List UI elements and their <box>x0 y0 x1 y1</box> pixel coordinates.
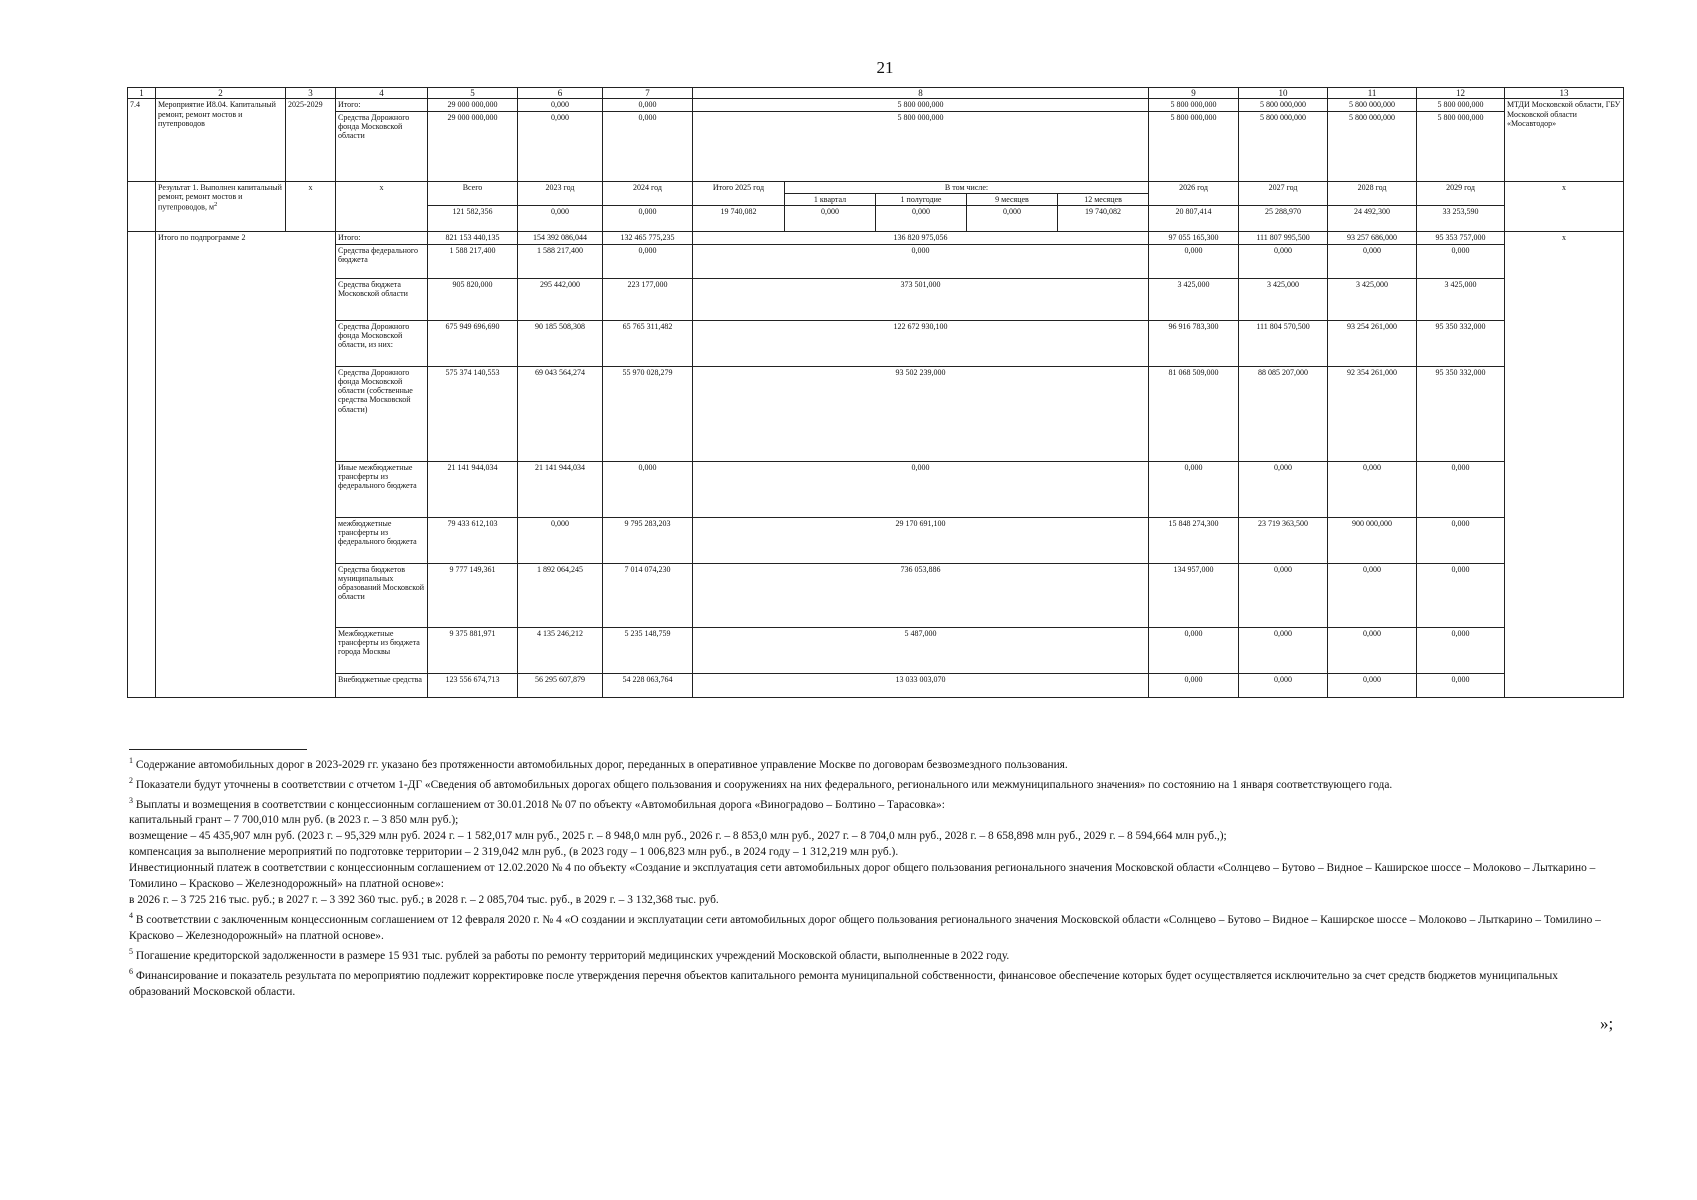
activity-period: 2025-2029 <box>286 99 336 181</box>
footnote-mark: 1 <box>129 756 133 765</box>
value-2023: 0,000 <box>518 111 603 181</box>
value-y2027: 88 085 207,000 <box>1239 366 1328 461</box>
subtotal-row <box>128 231 1624 244</box>
value-2023: 0,000 <box>518 205 603 231</box>
value-y2029: 3 425,000 <box>1417 278 1505 320</box>
value-2026: 5 800 000,000 <box>1149 111 1239 181</box>
value-2025: 373 501,000 <box>693 278 1149 320</box>
subtotal-row <box>128 278 1624 320</box>
value-2026: 20 807,414 <box>1149 205 1239 231</box>
value-2029: 5 800 000,000 <box>1417 111 1505 181</box>
value-y2029: 95 350 332,000 <box>1417 320 1505 366</box>
value-y2024: 55 970 028,279 <box>603 366 693 461</box>
value-2028: 24 492,300 <box>1328 205 1417 231</box>
col-number: 6 <box>518 88 603 99</box>
value-total: 905 820,000 <box>428 278 518 320</box>
value-2026: 5 800 000,000 <box>1149 99 1239 111</box>
footnote-mark: 6 <box>129 966 133 976</box>
header-2023: 2023 год <box>518 181 603 205</box>
value-y2029: 0,000 <box>1417 517 1505 563</box>
value-y2027: 111 807 995,500 <box>1239 231 1328 244</box>
end-mark: »; <box>1600 1014 1614 1033</box>
value-y2023: 154 392 086,044 <box>518 231 603 244</box>
subtotal-name: Итого по подпрограмме 2 <box>156 231 336 697</box>
value-y2026: 0,000 <box>1149 627 1239 673</box>
value-q1: 0,000 <box>785 205 876 231</box>
value-y2028: 0,000 <box>1328 563 1417 627</box>
header-total: Всего <box>428 181 518 205</box>
header-2027: 2027 год <box>1239 181 1328 205</box>
value-y2028: 92 354 261,000 <box>1328 366 1417 461</box>
subtotal-row <box>128 673 1624 697</box>
value-2025: 0,000 <box>693 244 1149 278</box>
header-2025: Итого 2025 год <box>693 181 785 205</box>
footnote-mark: 2 <box>129 775 133 785</box>
footnote-text: Финансирование и показатель результата по мероприятию подлежит корректировке после утверждения перечня объектов капитального ремонта муниципальной собственности, финансовое обеспечение которых будет осуществляется исключительно за счет средств бюджетов муниципальных образований Московской области. <box>129 969 1558 998</box>
source-label: Межбюджетные трансферты из бюджета города Москвы <box>336 627 428 673</box>
column-number-row <box>128 88 1624 99</box>
footnote-text: Погашение кредиторской задолженности в размере 15 931 тыс. рублей за работы по ремонту территорий медицинских учреждений Московской области, выполненные в 2022 году. <box>135 949 1010 962</box>
subtotal-row <box>128 627 1624 673</box>
value-y2026: 96 916 783,300 <box>1149 320 1239 366</box>
footnote-mark: 3 <box>129 795 133 805</box>
footnote <box>129 908 1619 944</box>
value-2025: 19 740,082 <box>693 205 785 231</box>
value-y2027: 0,000 <box>1239 627 1328 673</box>
header-2029: 2029 год <box>1417 181 1505 205</box>
value-y2029: 95 353 757,000 <box>1417 231 1505 244</box>
col-number: 1 <box>128 88 156 99</box>
col-number: 4 <box>336 88 428 99</box>
value-y2028: 93 254 261,000 <box>1328 320 1417 366</box>
value-y2027: 0,000 <box>1239 244 1328 278</box>
value-y2027: 111 804 570,500 <box>1239 320 1328 366</box>
value-2025: 736 053,886 <box>693 563 1149 627</box>
value-2024: 0,000 <box>603 111 693 181</box>
header-2026: 2026 год <box>1149 181 1239 205</box>
subtotal-row <box>128 517 1624 563</box>
col-number: 8 <box>693 88 1149 99</box>
value-y2023: 0,000 <box>518 517 603 563</box>
value-y2029: 95 350 332,000 <box>1417 366 1505 461</box>
financing-table <box>127 87 1624 698</box>
value-y2023: 4 135 246,212 <box>518 627 603 673</box>
value-2025: 5 800 000,000 <box>693 99 1149 111</box>
value-y2024: 7 014 074,230 <box>603 563 693 627</box>
footnotes <box>129 753 1619 1000</box>
source-label: Средства бюджета Московской области <box>336 278 428 320</box>
value-2025: 136 820 975,056 <box>693 231 1149 244</box>
value-y2024: 9 795 283,203 <box>603 517 693 563</box>
header-including: В том числе: <box>785 181 1149 193</box>
value-12m: 19 740,082 <box>1058 205 1149 231</box>
value-y2029: 0,000 <box>1417 673 1505 697</box>
value-y2026: 15 848 274,300 <box>1149 517 1239 563</box>
value-y2023: 295 442,000 <box>518 278 603 320</box>
footnote-divider <box>129 749 307 750</box>
value-y2027: 0,000 <box>1239 461 1328 517</box>
value-y2023: 21 141 944,034 <box>518 461 603 517</box>
footnote-mark: 4 <box>129 911 133 921</box>
value-y2027: 0,000 <box>1239 563 1328 627</box>
executor: МТДИ Московской области, ГБУ Московской области «Мосавтодор» <box>1505 99 1624 181</box>
result-x: x <box>286 181 336 231</box>
footnote-text: возмещение – 45 435,907 млн руб. (2023 г. – 95,329 млн руб. 2024 г. – 1 582,017 млн руб., 2025 г. – 8 948,0 млн руб., 2026 г. – 8 853,0 млн руб., 2027 г. – 8 704,0 млн руб., 2028 г. – 8 658,898 млн руб., 2029 г. – 8 594,664 млн руб.,); <box>129 830 1227 843</box>
activity-name: Мероприятие И8.04. Капитальный ремонт, ремонт мостов и путепроводов <box>156 99 286 181</box>
result-footnote-mark: 2 <box>214 200 218 208</box>
col-number: 7 <box>603 88 693 99</box>
footnote <box>129 964 1619 1000</box>
value-total: 1 588 217,400 <box>428 244 518 278</box>
value-y2023: 90 185 508,308 <box>518 320 603 366</box>
source-label: Итого: <box>336 99 428 111</box>
value-y2024: 65 765 311,482 <box>603 320 693 366</box>
value-y2028: 3 425,000 <box>1328 278 1417 320</box>
value-total: 29 000 000,000 <box>428 99 518 111</box>
footnote-text: Показатели будут уточнены в соответствии с отчетом 1-ДГ «Сведения об автомобильных дорогах общего пользования и сооружениях на них федерального, регионального или межмуниципального значения» по состоянию на 1 января соответствующего года. <box>135 778 1393 791</box>
value-2025: 0,000 <box>693 461 1149 517</box>
value-y2028: 0,000 <box>1328 627 1417 673</box>
footnote <box>129 793 1619 813</box>
footnote-text: Содержание автомобильных дорог в 2023-2029 гг. указано без протяженности автомобильных дорог, переданных в оперативное управление Москве по договорам безвозмездного пользования. <box>135 758 1068 771</box>
source-label: Средства федерального бюджета <box>336 244 428 278</box>
value-y2024: 5 235 148,759 <box>603 627 693 673</box>
activity-number: 7.4 <box>128 99 156 181</box>
value-y2026: 0,000 <box>1149 244 1239 278</box>
value-y2026: 97 055 165,300 <box>1149 231 1239 244</box>
footnote <box>129 753 1619 773</box>
value-total: 9 777 149,361 <box>428 563 518 627</box>
page-number: 21 <box>876 58 894 77</box>
footnote-text: в 2026 г. – 3 725 216 тыс. руб.; в 2027 г. – 3 392 360 тыс. руб.; в 2028 г. – 2 085,704 тыс. руб., в 2029 г. – 3 132,368 тыс. руб. <box>129 894 719 907</box>
value-y2026: 3 425,000 <box>1149 278 1239 320</box>
value-y2024: 0,000 <box>603 244 693 278</box>
col-number: 13 <box>1505 88 1624 99</box>
header-h1: 1 полугодие <box>876 193 967 205</box>
col-number: 10 <box>1239 88 1328 99</box>
value-y2024: 223 177,000 <box>603 278 693 320</box>
footnote <box>129 773 1619 793</box>
value-y2029: 0,000 <box>1417 627 1505 673</box>
value-2025: 5 487,000 <box>693 627 1149 673</box>
footnote-text: Инвестиционный платеж в соответствии с концессионным соглашением от 12.02.2020 № 4 по объекту «Создание и эксплуатация сети автомобильных дорог общего пользования регионального значения Московской области «Солнцево – Бутово – Видное – Каширское шоссе – Молоково – Лыткарино – Томилино – Красково – Железнодорожный» на платной основе»: <box>129 862 1596 891</box>
value-y2026: 134 957,000 <box>1149 563 1239 627</box>
value-h1: 0,000 <box>876 205 967 231</box>
header-12m: 12 месяцев <box>1058 193 1149 205</box>
value-total: 9 375 881,971 <box>428 627 518 673</box>
value-y2024: 132 465 775,235 <box>603 231 693 244</box>
value-total: 79 433 612,103 <box>428 517 518 563</box>
value-y2027: 23 719 363,500 <box>1239 517 1328 563</box>
footnote <box>129 944 1619 964</box>
subtotal-row <box>128 461 1624 517</box>
value-y2029: 0,000 <box>1417 244 1505 278</box>
value-2025: 29 170 691,100 <box>693 517 1149 563</box>
value-y2023: 1 588 217,400 <box>518 244 603 278</box>
subtotal-row <box>128 244 1624 278</box>
header-q1: 1 квартал <box>785 193 876 205</box>
value-total: 675 949 696,690 <box>428 320 518 366</box>
value-y2024: 0,000 <box>603 461 693 517</box>
value-y2026: 0,000 <box>1149 673 1239 697</box>
source-label: Внебюджетные средства <box>336 673 428 697</box>
value-y2027: 0,000 <box>1239 673 1328 697</box>
col-number: 2 <box>156 88 286 99</box>
source-label: межбюджетные трансферты из федерального бюджета <box>336 517 428 563</box>
value-2028: 5 800 000,000 <box>1328 111 1417 181</box>
value-y2027: 3 425,000 <box>1239 278 1328 320</box>
footnote <box>129 844 1619 860</box>
header-2024: 2024 год <box>603 181 693 205</box>
value-y2023: 69 043 564,274 <box>518 366 603 461</box>
value-y2023: 1 892 064,245 <box>518 563 603 627</box>
value-2027: 25 288,970 <box>1239 205 1328 231</box>
header-9m: 9 месяцев <box>967 193 1058 205</box>
subtotal-row <box>128 366 1624 461</box>
result-name: Результат 1. Выполнен капитальный ремонт, ремонт мостов и путепроводов, $м^2$ <box>156 181 286 231</box>
value-2024: 0,000 <box>603 205 693 231</box>
result-x: x <box>336 181 428 231</box>
source-label: Средства Дорожного фонда Московской области (собственные средства Московской области) <box>336 366 428 461</box>
value-2025: 122 672 930,100 <box>693 320 1149 366</box>
header-2028: 2028 год <box>1328 181 1417 205</box>
value-y2026: 81 068 509,000 <box>1149 366 1239 461</box>
result-x: x <box>1505 181 1624 231</box>
result-header-row <box>128 181 1624 193</box>
footnote-mark: 5 <box>129 947 133 957</box>
col-number: 5 <box>428 88 518 99</box>
value-y2029: 0,000 <box>1417 461 1505 517</box>
footnote <box>129 828 1619 844</box>
value-total: 121 582,356 <box>428 205 518 231</box>
col-number: 3 <box>286 88 336 99</box>
activity-row-total <box>128 99 1624 111</box>
subtotal-executor: x <box>1505 231 1624 697</box>
value-y2024: 54 228 063,764 <box>603 673 693 697</box>
value-y2029: 0,000 <box>1417 563 1505 627</box>
source-label: Средства бюджетов муниципальных образований Московской области <box>336 563 428 627</box>
footnote <box>129 860 1619 892</box>
value-y2028: 93 257 686,000 <box>1328 231 1417 244</box>
source-label: Средства Дорожного фонда Московской области, из них: <box>336 320 428 366</box>
col-number: 9 <box>1149 88 1239 99</box>
value-y2028: 900 000,000 <box>1328 517 1417 563</box>
value-2024: 0,000 <box>603 99 693 111</box>
value-y2023: 56 295 607,879 <box>518 673 603 697</box>
value-2025: 5 800 000,000 <box>693 111 1149 181</box>
subtotal-row <box>128 320 1624 366</box>
value-total: 123 556 674,713 <box>428 673 518 697</box>
value-total: 29 000 000,000 <box>428 111 518 181</box>
value-y2028: 0,000 <box>1328 461 1417 517</box>
value-2025: 13 033 003,070 <box>693 673 1149 697</box>
footnote-text: Выплаты и возмещения в соответствии с концессионным соглашением от 30.01.2018 № 07 по объекту «Автомобильная дорога «Виноградово – Болтино – Тарасовка»: <box>135 798 945 811</box>
footnote <box>129 812 1619 828</box>
source-label: Итого: <box>336 231 428 244</box>
value-2029: 33 253,590 <box>1417 205 1505 231</box>
source-label: Иные межбюджетные трансферты из федерального бюджета <box>336 461 428 517</box>
source-label: Средства Дорожного фонда Московской области <box>336 111 428 181</box>
footnote <box>129 892 1619 908</box>
subtotal-row <box>128 563 1624 627</box>
value-y2028: 0,000 <box>1328 673 1417 697</box>
value-total: 575 374 140,553 <box>428 366 518 461</box>
value-2029: 5 800 000,000 <box>1417 99 1505 111</box>
value-y2028: 0,000 <box>1328 244 1417 278</box>
value-total: 821 153 440,135 <box>428 231 518 244</box>
value-2023: 0,000 <box>518 99 603 111</box>
value-y2026: 0,000 <box>1149 461 1239 517</box>
value-total: 21 141 944,034 <box>428 461 518 517</box>
activity-row-road-fund <box>128 111 1624 181</box>
footnote-text: капитальный грант – 7 700,010 млн руб. (в 2023 г. – 3 850 млн руб.); <box>129 814 459 827</box>
col-number: 12 <box>1417 88 1505 99</box>
col-number: 11 <box>1328 88 1417 99</box>
value-2027: 5 800 000,000 <box>1239 99 1328 111</box>
footnote-text: В соответствии с заключенным концессионным соглашением от 12 февраля 2020 г. № 4 «О создании и эксплуатации сети автомобильных дорог общего пользования регионального значения Московской области «Солнцево – Бутово – Видное – Каширское шоссе – Молоково – Лыткарино – Томилино – Красково – Железнодорожный» на платной основе». <box>129 914 1601 943</box>
footnote-text: компенсация за выполнение мероприятий по подготовке территории – 2 319,042 млн руб., (в 2023 году – 1 006,823 млн руб., в 2024 году – 1 312,219 млн руб.). <box>129 846 899 859</box>
value-2028: 5 800 000,000 <box>1328 99 1417 111</box>
value-2027: 5 800 000,000 <box>1239 111 1328 181</box>
value-2025: 93 502 239,000 <box>693 366 1149 461</box>
value-9m: 0,000 <box>967 205 1058 231</box>
